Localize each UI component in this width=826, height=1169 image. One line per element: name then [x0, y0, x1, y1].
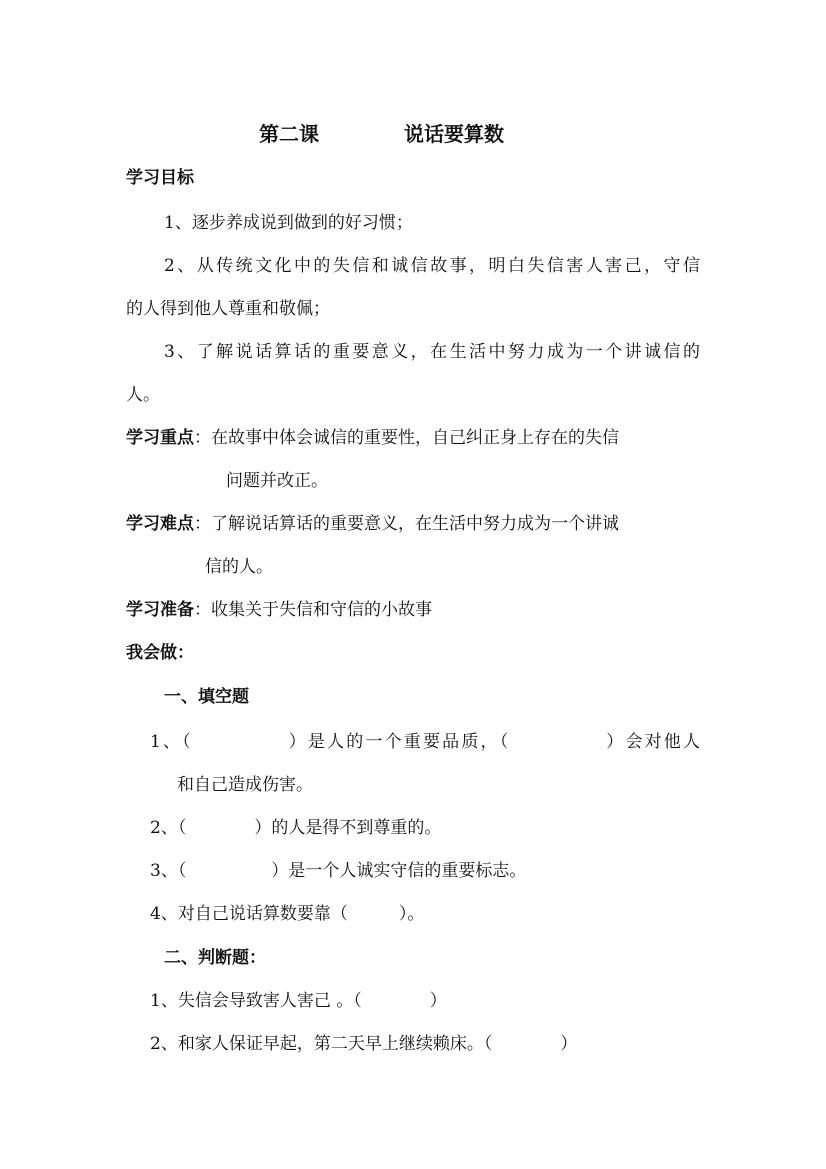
fill-blank-q2: 2、（ ）的人是得不到尊重的。 — [150, 818, 442, 838]
fill-blank-q1: 1、（ ）是人的一个重要品质，（ ）会对他人 — [150, 732, 700, 752]
difficulty-text-cont: 信的人。 — [205, 557, 273, 577]
fill-blank-heading: 一、填空题 — [164, 687, 249, 707]
key-point-row — [126, 427, 619, 449]
preparation-text: 收集关于失信和守信的小故事 — [211, 600, 432, 620]
key-point-text: 在故事中体会诚信的重要性，自己纠正身上存在的失信 — [211, 428, 619, 448]
key-point-text-cont: 问题并改正。 — [226, 471, 328, 491]
true-false-q1: 1、失信会导致害人害己 。（ ） — [150, 991, 447, 1011]
difficulty-label: 学习难点 — [126, 514, 194, 534]
lesson-title: 说话要算数 — [404, 122, 504, 146]
preparation-sep: ： — [194, 600, 211, 620]
lesson-number: 第二课 — [259, 122, 319, 146]
key-point-label: 学习重点 — [126, 428, 194, 448]
preparation-row — [126, 599, 432, 621]
difficulty-row — [126, 513, 619, 535]
objective-item-1: 1、逐步养成说到做到的好习惯； — [164, 213, 413, 233]
key-point-sep: ： — [194, 428, 211, 448]
objective-item-2b: 的人得到他人尊重和敬佩； — [126, 299, 330, 319]
difficulty-sep: ： — [194, 514, 211, 534]
objective-item-2a: 2、从传统文化中的失信和诚信故事，明白失信害人害己，守信 — [164, 256, 700, 276]
objective-item-3b: 人。 — [126, 385, 160, 405]
true-false-heading: 二、判断题： — [164, 948, 266, 968]
objectives-heading: 学习目标 — [126, 168, 194, 188]
preparation-label: 学习准备 — [126, 600, 194, 620]
practice-heading: 我会做： — [126, 643, 194, 663]
objective-item-3a: 3、了解说话算话的重要意义，在生活中努力成为一个讲诚信的 — [164, 342, 700, 362]
fill-blank-q1-cont: 和自己造成伤害。 — [177, 775, 313, 795]
fill-blank-q4: 4、对自己说话算数要靠（ ）。 — [150, 904, 425, 924]
difficulty-text: 了解说话算话的重要意义，在生活中努力成为一个讲诚 — [211, 514, 619, 534]
true-false-q2: 2、和家人保证早起，第二天早上继续赖床。（ ） — [150, 1034, 578, 1054]
fill-blank-q3: 3、（ ）是一个人诚实守信的重要标志。 — [150, 861, 527, 881]
